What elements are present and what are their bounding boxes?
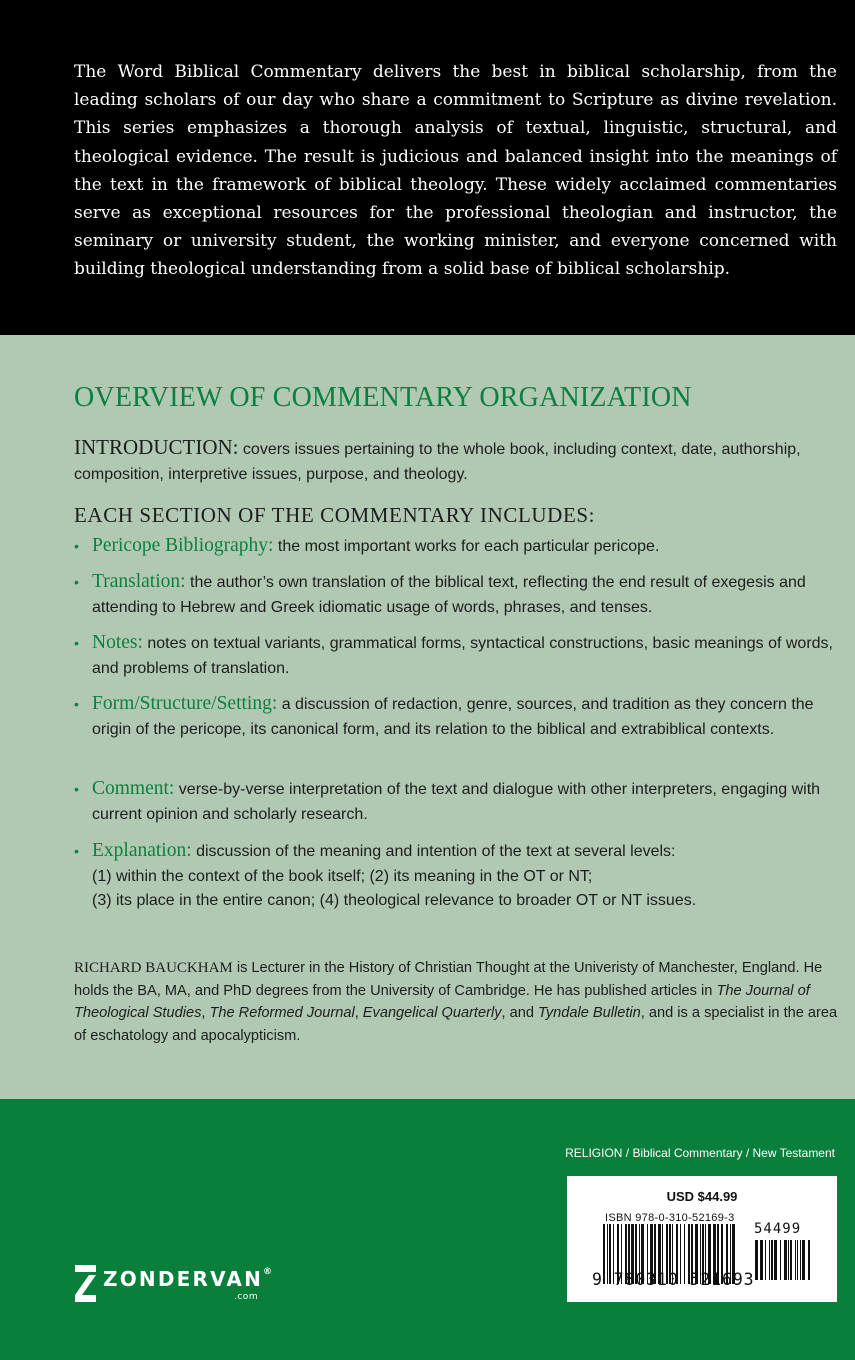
list-item-explanation [74, 839, 849, 914]
bullet-icon: • [74, 635, 79, 651]
journal-title: Tyndale Bulletin [538, 1005, 641, 1021]
item-text: a discussion of redaction, genre, sources, and tradition as they concern the origin of the pericope, its canonical form, and its relation to the biblical and extrabiblical contexts. [92, 696, 814, 738]
item-term: Explanation: [92, 840, 192, 861]
zondervan-mark-icon [75, 1265, 99, 1302]
journal-title: Evangelical Quarterly [362, 1005, 502, 1021]
publisher-wordmark: ZONDERVAN [103, 1267, 264, 1291]
author-name: RICHARD BAUCKHAM [74, 960, 233, 976]
barcode-bar [795, 1240, 796, 1280]
registered-mark: ® [263, 1267, 273, 1277]
sections-heading: EACH SECTION OF THE COMMENTARY INCLUDES: [74, 503, 596, 527]
top-black-panel [0, 0, 855, 335]
separator: , [201, 1005, 210, 1021]
ean-number: 9 780310 521693 [592, 1270, 755, 1289]
item-term: Notes: [92, 632, 143, 653]
barcode-bar [771, 1240, 773, 1280]
addon-number: 54499 [754, 1221, 802, 1237]
addon-bars [755, 1240, 810, 1280]
bullet-icon: • [74, 538, 79, 554]
isbn-label: ISBN 978-0-310-52169-3 [605, 1212, 735, 1224]
barcode-bar [802, 1240, 805, 1280]
category-label: RELIGION / Biblical Commentary / New Testament [565, 1146, 835, 1160]
bio-text: is Lecturer in the History of Christian Thought at the Univeristy of Manchester, England. He holds the BA, MA, and PhD degrees from the University of Cambridge. He has published articles in [74, 960, 823, 999]
introduction-text: covers issues pertaining to the whole book, including context, date, authorship, composition, interpretive issues, purpose, and theology. [74, 441, 801, 483]
barcode-bar [797, 1240, 798, 1280]
barcode-bar [780, 1240, 781, 1280]
barcode-bar [784, 1240, 787, 1280]
item-text-line3: (3) its place in the entire canon; (4) theological relevance to broader OT or NT issues. [92, 892, 697, 909]
bio-text: , and is a specialist in the area of eschatology and apocalypticism. [74, 1005, 838, 1044]
author-bio [74, 957, 840, 1047]
list-item-notes [74, 631, 849, 681]
barcode-bar [760, 1240, 763, 1280]
journal-title: The Journal of Theological Studies [74, 982, 810, 1021]
list-item-pericope-bibliography [74, 534, 849, 560]
introduction-paragraph [74, 435, 844, 487]
item-text: the author’s own translation of the biblical text, reflecting the end result of exegesis and attending to Hebrew and Greek idiomatic usage of words, phrases, and tenses. [92, 574, 806, 616]
separator: , [354, 1005, 363, 1021]
list-item-translation [74, 570, 849, 620]
bullet-icon: • [74, 574, 79, 590]
barcode-panel [567, 1176, 837, 1302]
barcode-bar [808, 1240, 810, 1280]
item-text: discussion of the meaning and intention of the text at several levels: [191, 843, 676, 860]
price-label: USD $44.99 [666, 1189, 738, 1204]
barcode-bar [774, 1240, 777, 1280]
item-text: the most important works for each particular pericope. [273, 538, 660, 555]
bullet-icon: • [74, 781, 79, 797]
introduction-label: INTRODUCTION: [74, 435, 239, 459]
journal-title: The Reformed Journal [209, 1005, 355, 1021]
bullet-icon: • [74, 696, 79, 712]
barcode-bar [769, 1240, 770, 1280]
item-term: Translation: [92, 571, 186, 592]
barcode-bar [765, 1240, 766, 1280]
barcode-bar [788, 1240, 789, 1280]
item-text: notes on textual variants, grammatical forms, syntactical constructions, basic meanings of words, and problems of translation. [92, 635, 833, 677]
publisher-domain: .com [234, 1292, 259, 1302]
item-text-line2: (1) within the context of the book itself; (2) its meaning in the OT or NT; [92, 867, 593, 885]
item-term: Pericope Bibliography: [92, 535, 274, 556]
separator: , and [501, 1005, 539, 1021]
barcode-bar [790, 1240, 792, 1280]
barcode-bar [755, 1240, 758, 1280]
publisher-name [103, 1267, 272, 1291]
item-term: Comment: [92, 778, 175, 799]
barcode-bar [800, 1240, 801, 1280]
item-term: Form/Structure/Setting: [92, 693, 278, 714]
series-description: The Word Biblical Commentary delivers the best in biblical scholarship, from the leading scholars of our day who share a commitment to Scripture as divine revelation. This series emphasizes a thorough analysis of textual, linguistic, structural, and theological evidence. The result is judicious and balanced insight into the meanings of the text in the framework of biblical theology. These widely acclaimed commentaries serve as exceptional resources for the professional theologian and instructor, the seminary or university student, the working minister, and everyone concerned with building theological understanding from a solid base of biblical scholarship. [74, 62, 837, 280]
list-item-comment [74, 777, 849, 827]
bullet-icon: • [74, 843, 79, 859]
list-item-form-structure-setting [74, 692, 849, 742]
item-text: verse-by-verse interpretation of the text and dialogue with other interpreters, engaging with current opinion and scholarly research. [92, 781, 821, 823]
overview-heading: OVERVIEW OF COMMENTARY ORGANIZATION [74, 382, 692, 413]
zondervan-logo [75, 1265, 273, 1307]
